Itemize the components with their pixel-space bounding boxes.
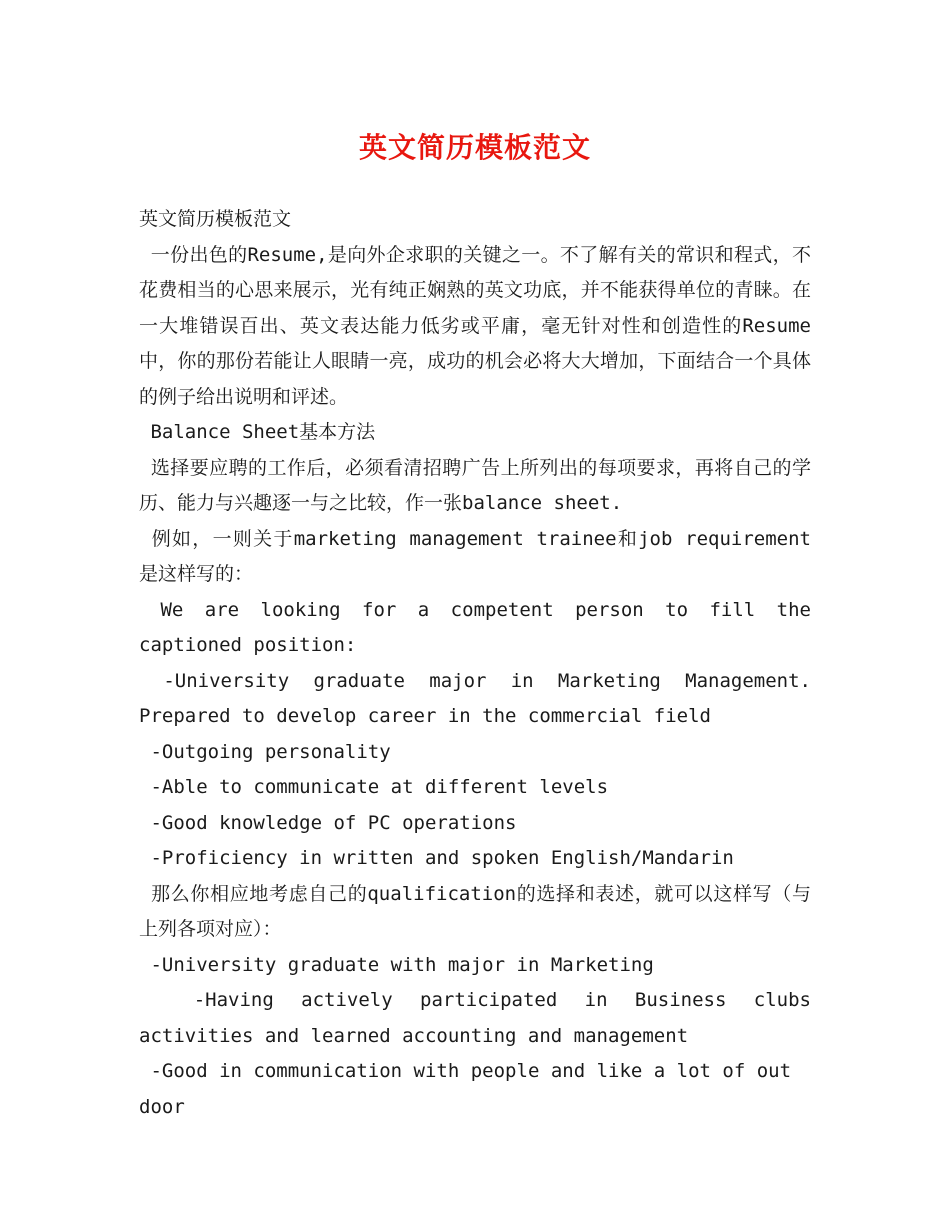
qualification-item: -Having actively participated in Business clubs activities and learned accounting and management — [139, 989, 823, 1047]
requirement-item: -Proficiency in written and spoken English/Mandarin — [139, 847, 734, 869]
method-paragraph: 选择要应聘的工作后，必须看清招聘广告上所列出的每项要求，再将自己的学历、能力与兴趣逐一与之比较，作一张balance sheet. — [139, 456, 811, 514]
job-ad-intro: We are looking for a competent person to fill the captioned position: — [139, 598, 823, 656]
document-title: 英文简历模板范文 — [358, 131, 591, 164]
intro-paragraph: 一份出色的Resume,是向外企求职的关键之一。不了解有关的常识和程式，不花费相当的心思来展示，光有纯正娴熟的英文功底，并不能获得单位的青睐。在一大堆错误百出、英文表达能力低劣或平庸，毫无针对性和创造性的Resume中，你的那份若能让人眼睛一亮，成功的机会必将大大增加，下面结合一个具体的例子给出说明和评述。 — [139, 243, 811, 408]
requirement-item: -Able to communicate at different levels — [139, 776, 609, 798]
example-intro-paragraph: 例如，一则关于marketing management trainee和job requirement是这样写的： — [139, 527, 811, 585]
requirement-item: -Outgoing personality — [139, 740, 391, 763]
body-heading: 英文简历模板范文 — [139, 208, 292, 230]
document-body — [139, 202, 823, 1125]
qualification-intro-paragraph: 那么你相应地考虑自己的qualification的选择和表述，就可以这样写（与上列各项对应）： — [139, 882, 811, 940]
qualification-item: -University graduate with major in Marketing — [139, 953, 654, 976]
requirement-item: -Good knowledge of PC operations — [139, 811, 517, 834]
requirement-item: -University graduate major in Marketing Management. Prepared to develop career in the commercial field — [139, 669, 823, 727]
section-heading-balance-sheet: Balance Sheet基本方法 — [139, 421, 376, 443]
qualification-item: -Good in communication with people and like a lot of out door — [139, 1060, 803, 1118]
